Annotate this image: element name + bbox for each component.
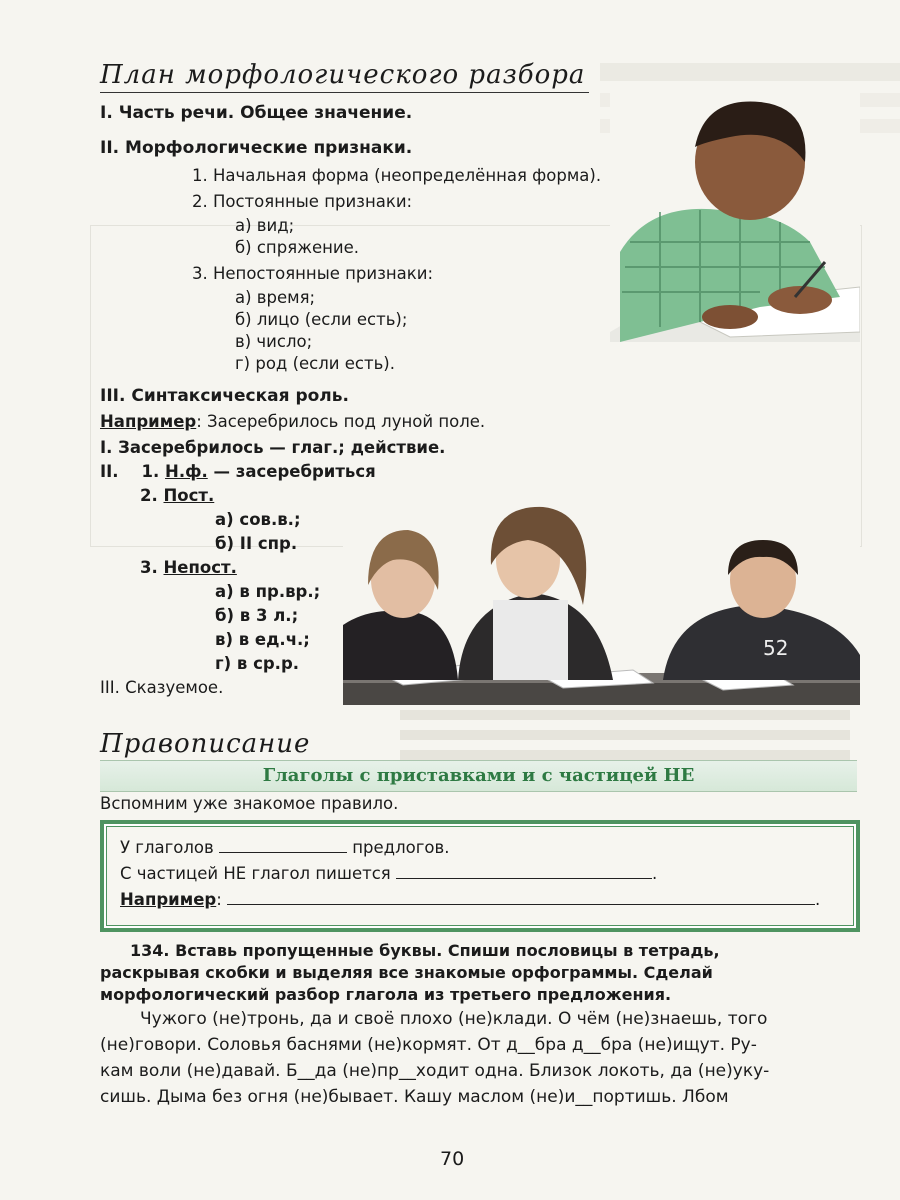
example-nepost-idx: 3. (140, 558, 158, 577)
plan-item3: 3. Непостоянные признаки: (192, 264, 434, 283)
rule-line2-text: С частицей НЕ глагол пишется (120, 864, 391, 883)
page-number: 70 (440, 1148, 465, 1170)
example-line1: I. Засеребрилось — глаг.; действие. (100, 438, 446, 457)
example-sentence: Засеребрилось под луной поле. (207, 412, 486, 431)
example-nepost (140, 558, 237, 577)
example-nepost-abbr: Непост. (163, 558, 237, 577)
example-intro: Например: Засеребрилось под луной поле. (100, 412, 486, 431)
plan-item1: 1. Начальная форма (неопределённая форма). (192, 166, 602, 185)
example-post-idx: 2. (140, 486, 158, 505)
exercise-text-line3: кам воли (не)давай. Б__да (не)пр__ходит одна. Близок локоть, да (не)уку- (100, 1061, 770, 1081)
example-nf: Н.ф. (165, 462, 208, 481)
plan-item2b: б) спряжение. (235, 238, 360, 257)
example-post-a: а) сов.в.; (215, 510, 301, 529)
example-post (140, 486, 214, 505)
plan-part1: I. Часть речи. Общее значение. (100, 103, 413, 123)
plan-part3: III. Синтаксическая роль. (100, 386, 349, 406)
exercise-task (100, 940, 860, 1006)
example-nepost-c: в) в ед.ч.; (215, 630, 310, 649)
plan-item2a: а) вид; (235, 216, 295, 235)
example-nepost-a: а) в пр.вр.; (215, 582, 321, 601)
example-label: Например (100, 412, 197, 431)
exercise-text-line2: (не)говори. Соловья баснями (не)кормят. От д__бра д__бра (не)ищут. Ру- (100, 1035, 757, 1055)
example-nepost-b: б) в 3 л.; (215, 606, 299, 625)
rule-line2: С частицей НЕ глагол пишется . (120, 864, 658, 883)
exercise-text-line1: Чужого (не)тронь, да и своё плохо (не)клади. О чём (не)знаешь, того (140, 1009, 768, 1029)
rule-blank-2 (396, 866, 652, 879)
exercise-task-text1: Вставь пропущенные буквы. Спиши пословицы в тетрадь, (175, 941, 720, 960)
rule-blank-1 (219, 840, 347, 853)
boy-writing-photo (610, 92, 860, 342)
exercise-task-line2: раскрывая скобки и выделяя все знакомые орфограммы. Сделай (100, 963, 713, 982)
example-line2-idx: 1. (141, 462, 160, 481)
bleed-through-lines (400, 700, 850, 810)
plan-item3c: в) число; (235, 332, 313, 351)
example-nepost-d: г) в ср.р. (215, 654, 300, 673)
svg-text:52: 52 (763, 636, 789, 660)
rule-example-label: Например (120, 890, 217, 909)
children-writing-photo (343, 505, 860, 705)
exercise-task-line1 (100, 940, 860, 962)
rule-line1-end: предлогов. (352, 838, 450, 857)
example-line2 (100, 462, 376, 481)
plan-title: План морфологического разбора (100, 60, 589, 93)
rule-line1-start: У глаголов (120, 838, 214, 857)
example-line2-rest: — засеребриться (213, 462, 376, 481)
plan-part2: II. Морфологические признаки. (100, 138, 413, 158)
example-post-b: б) II спр. (215, 534, 298, 553)
plan-item3b: б) лицо (если есть); (235, 310, 408, 329)
spelling-intro: Вспомним уже знакомое правило. (100, 794, 399, 813)
exercise-task-line3: морфологический разбор глагола из третьего предложения. (100, 985, 672, 1004)
rule-blank-3 (227, 892, 815, 905)
rule-banner (100, 760, 857, 792)
rule-box (100, 820, 860, 932)
rule-line1 (120, 838, 449, 857)
rule-line3: Например: . (120, 890, 821, 909)
example-line3: III. Сказуемое. (100, 678, 224, 697)
exercise-text (100, 1006, 870, 1110)
plan-item3a: а) время; (235, 288, 316, 307)
spelling-title: Правописание (100, 729, 314, 762)
example-line2-num: II. (100, 462, 119, 481)
exercise-text-line4: сишь. Дыма без огня (не)бывает. Кашу маслом (не)и__портишь. Лбом (100, 1087, 729, 1107)
example-post-abbr: Пост. (163, 486, 215, 505)
plan-item2: 2. Постоянные признаки: (192, 192, 413, 211)
rule-banner-text: Глаголы с приставками и с частицей НЕ (262, 765, 695, 786)
plan-item3d: г) род (если есть). (235, 354, 395, 373)
exercise-number: 134. (130, 941, 170, 960)
